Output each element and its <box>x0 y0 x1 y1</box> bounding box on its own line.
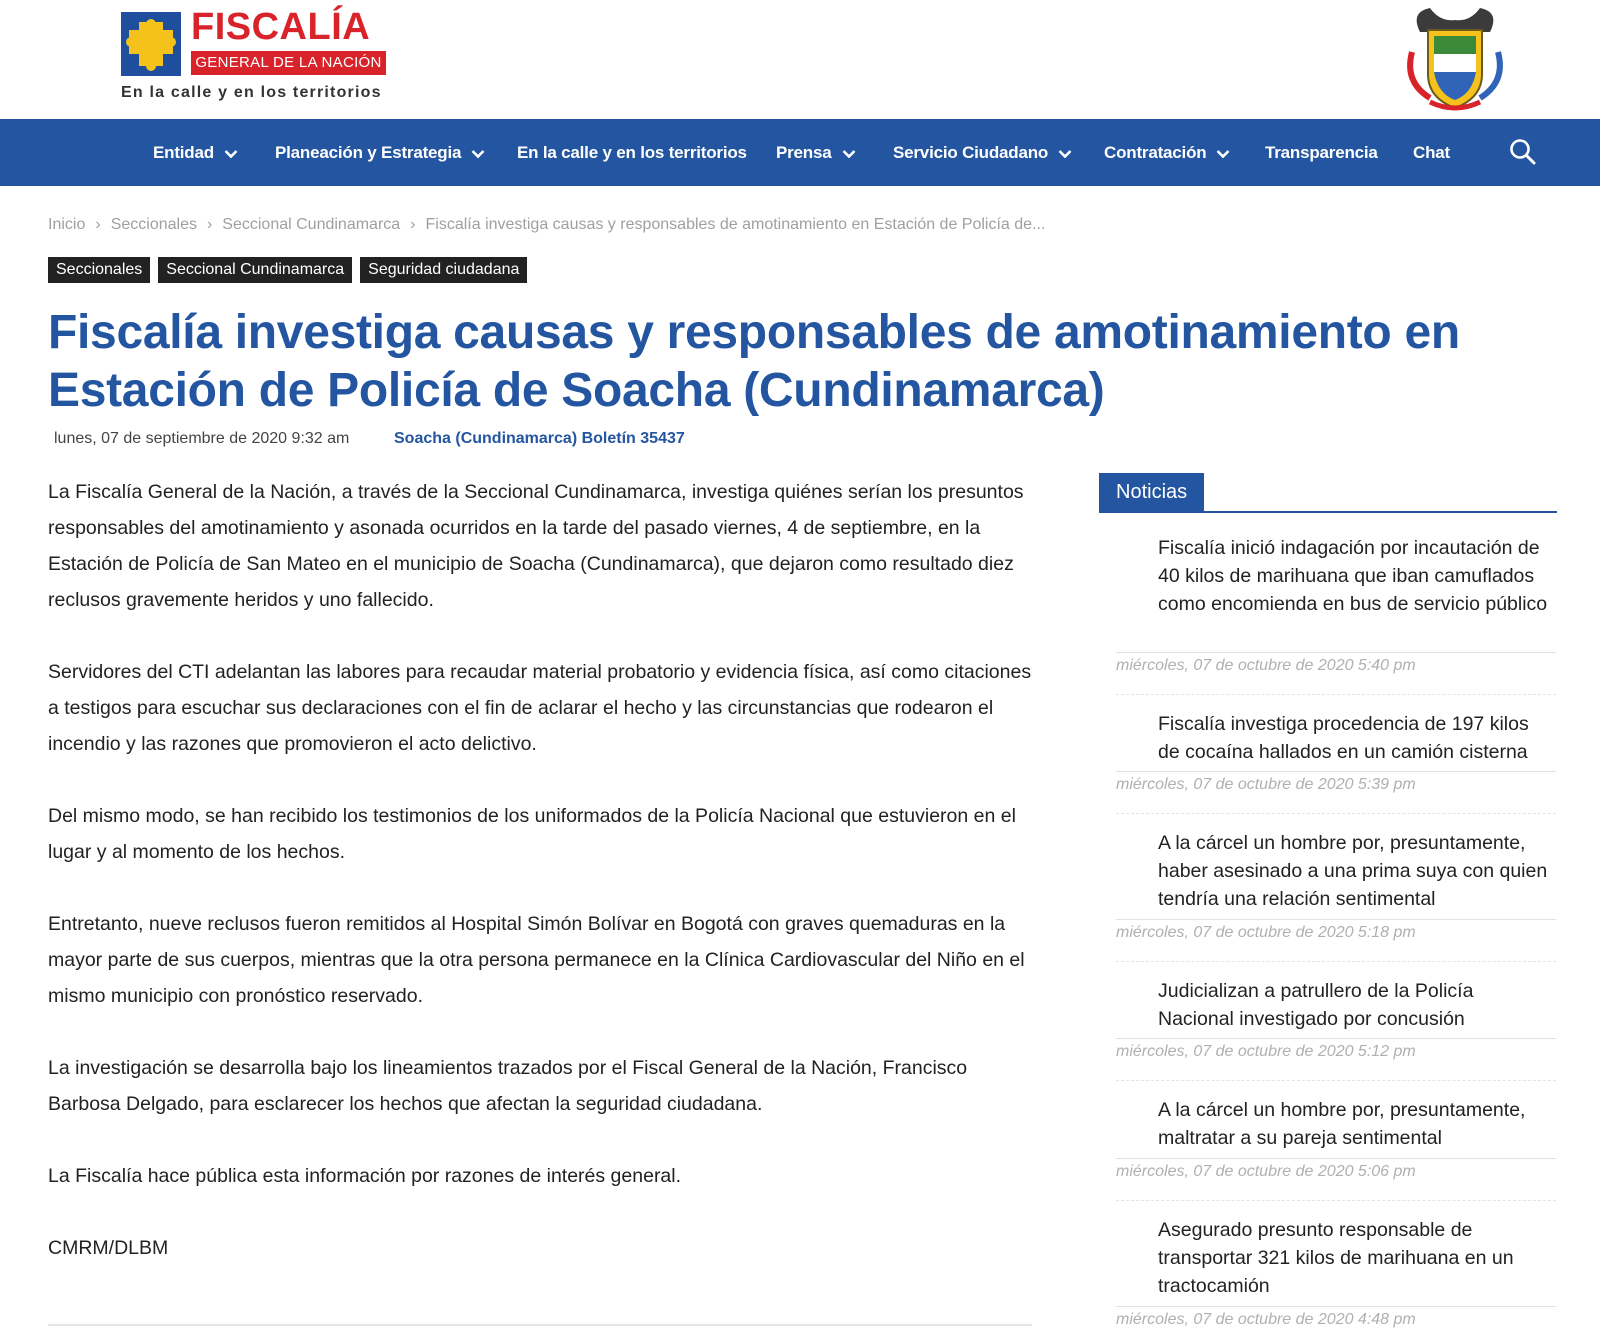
news-item-date: miércoles, 07 de octubre de 2020 4:48 pm <box>1116 1311 1416 1328</box>
news-item-title[interactable]: Judicializan a patrullero de la Policía Nacional investigado por concusión <box>1158 980 1474 1030</box>
news-item-date: miércoles, 07 de octubre de 2020 5:18 pm <box>1116 924 1416 941</box>
nav-item-label: Contratación <box>1104 143 1207 162</box>
article-signature: CMRM/DLBM <box>48 1237 169 1259</box>
news-item-title[interactable]: A la cárcel un hombre por, presuntamente, maltratar a su pareja sentimental <box>1158 1099 1526 1149</box>
chevron-down-icon <box>842 120 856 187</box>
news-item-date: miércoles, 07 de octubre de 2020 5:39 pm <box>1116 776 1416 793</box>
news-separator <box>1116 813 1556 814</box>
chevron-down-icon <box>224 120 238 187</box>
news-separator <box>1116 961 1556 962</box>
news-item-divider <box>1116 1038 1556 1039</box>
nav-item-servicio-ciudadano[interactable] <box>893 119 1072 186</box>
article-paragraph: Servidores del CTI adelantan las labores para recaudar material probatorio y evidencia física, así como citaciones a testigos para escuchar sus declaraciones con el fin de aclarar el hecho y las circunstancias que rodearon el incendio y las razones que promovieron el acto delictivo. <box>48 661 1032 755</box>
nav-item-label: Entidad <box>153 143 214 162</box>
breadcrumb-separator: › <box>410 216 416 233</box>
chevron-down-icon <box>1216 120 1230 187</box>
breadcrumb-item-seccional-cundinamarca[interactable]: Seccional Cundinamarca <box>222 216 401 233</box>
news-item-divider <box>1116 1306 1556 1307</box>
article-source: Soacha (Cundinamarca) Boletín 35437 <box>394 430 685 447</box>
article-paragraph: Del mismo modo, se han recibido los testimonios de los uniformados de la Policía Nacional que estuvieron en el lugar y al momento de los hechos. <box>48 805 1016 863</box>
breadcrumb-separator: › <box>206 216 213 233</box>
category-tags <box>48 257 535 283</box>
sidebar-header <box>1099 473 1557 513</box>
tag-seccional-cundinamarca[interactable]: Seccional Cundinamarca <box>158 257 352 283</box>
nav-item-label: Transparencia <box>1265 143 1378 162</box>
article-title: Fiscalía investiga causas y responsables de amotinamiento en Estación de Policía de Soacha (Cundinamarca) <box>48 306 1460 417</box>
logo-subtitle: GENERAL DE LA NACIÓN <box>191 51 386 75</box>
chevron-down-icon <box>1058 120 1072 187</box>
article-divider <box>48 1324 1032 1326</box>
news-item-divider <box>1116 1158 1556 1159</box>
fiscalia-logo[interactable] <box>121 8 391 108</box>
nav-item-entidad[interactable] <box>153 119 238 186</box>
article-paragraph: La investigación se desarrolla bajo los lineamientos trazados por el Fiscal General de la Nación, Francisco Barbosa Delgado, para esclarecer los hechos que afectan la seguridad ciudadana. <box>48 1057 968 1115</box>
news-sidebar <box>1099 473 1557 513</box>
news-item-divider <box>1116 771 1556 772</box>
news-item-title[interactable]: Asegurado presunto responsable de transportar 321 kilos de marihuana en un tractocamión <box>1158 1219 1514 1297</box>
tag-seccionales[interactable]: Seccionales <box>48 257 150 283</box>
logo-tagline: En la calle y en los territorios <box>121 84 382 101</box>
tag-seguridad-ciudadana[interactable]: Seguridad ciudadana <box>360 257 527 283</box>
news-item-date: miércoles, 07 de octubre de 2020 5:06 pm <box>1116 1163 1416 1180</box>
news-separator <box>1116 694 1556 695</box>
news-item-title[interactable]: Fiscalía investiga procedencia de 197 kilos de cocaína hallados en un camión cisterna <box>1158 713 1529 763</box>
chevron-down-icon <box>471 120 485 187</box>
news-item-date: miércoles, 07 de octubre de 2020 5:12 pm <box>1116 1043 1416 1060</box>
colombia-coat-of-arms-icon <box>1400 2 1510 114</box>
site-header <box>0 0 1600 119</box>
sidebar-heading[interactable]: Noticias <box>1099 473 1204 511</box>
logo-wordmark: FISCALÍA <box>191 6 371 48</box>
news-item-title[interactable]: A la cárcel un hombre por, presuntamente, haber asesinado a una prima suya con quien tendría una relación sentimental <box>1158 832 1548 910</box>
breadcrumb <box>48 216 1045 234</box>
article-body <box>48 474 1038 1302</box>
nav-item-label: Prensa <box>776 143 832 162</box>
nav-item-planeacion[interactable] <box>275 119 485 186</box>
breadcrumb-item-inicio[interactable]: Inicio <box>48 216 86 233</box>
nav-item-label: Planeación y Estrategia <box>275 143 462 162</box>
breadcrumb-separator: › <box>95 216 101 233</box>
nav-item-label: Servicio Ciudadano <box>893 143 1049 162</box>
main-nav <box>0 119 1600 186</box>
breadcrumb-item-current: Fiscalía investiga causas y responsables de amotinamiento en Estación de Policía de... <box>425 216 1046 233</box>
news-item-title[interactable]: Fiscalía inició indagación por incautación de 40 kilos de marihuana que iban camuflados como encomienda en bus de servicio público <box>1158 537 1548 615</box>
nav-item-label: Chat <box>1413 143 1450 162</box>
nav-item-territorios[interactable] <box>517 119 747 186</box>
nav-item-contratacion[interactable] <box>1104 119 1230 186</box>
nav-item-prensa[interactable] <box>776 119 856 186</box>
nav-item-label: En la calle y en los territorios <box>517 143 747 162</box>
news-item-date: miércoles, 07 de octubre de 2020 5:40 pm <box>1116 657 1416 674</box>
logo-emblem-icon <box>121 12 181 76</box>
breadcrumb-item-seccionales[interactable]: Seccionales <box>110 216 197 233</box>
article-date: lunes, 07 de septiembre de 2020 9:32 am <box>54 430 350 447</box>
news-item-divider <box>1116 919 1556 920</box>
search-icon[interactable] <box>1508 137 1538 167</box>
news-separator <box>1116 1200 1556 1201</box>
news-separator <box>1116 1080 1556 1081</box>
nav-item-transparencia[interactable] <box>1265 119 1378 186</box>
article-paragraph: La Fiscalía hace pública esta información por razones de interés general. <box>48 1165 682 1187</box>
news-item-divider <box>1116 652 1556 653</box>
article-paragraph: La Fiscalía General de la Nación, a través de la Seccional Cundinamarca, investiga quiénes serían los presuntos responsables del amotinamiento y asonada ocurridos en la tarde del pasado viernes, 4 de septiembre, en la Estación de Policía de San Mateo en el municipio de Soacha (Cundinamarca), que dejaron como resultado diez reclusos gravemente heridos y uno fallecido. <box>48 481 1024 611</box>
nav-item-chat[interactable] <box>1413 119 1450 186</box>
article-paragraph: Entretanto, nueve reclusos fueron remitidos al Hospital Simón Bolívar en Bogotá con graves quemaduras en la mayor parte de sus cuerpos, mientras que la otra persona permanece en la Clínica Cardiovascular del Niño en el mismo municipio con pronóstico reservado. <box>48 913 1025 1007</box>
